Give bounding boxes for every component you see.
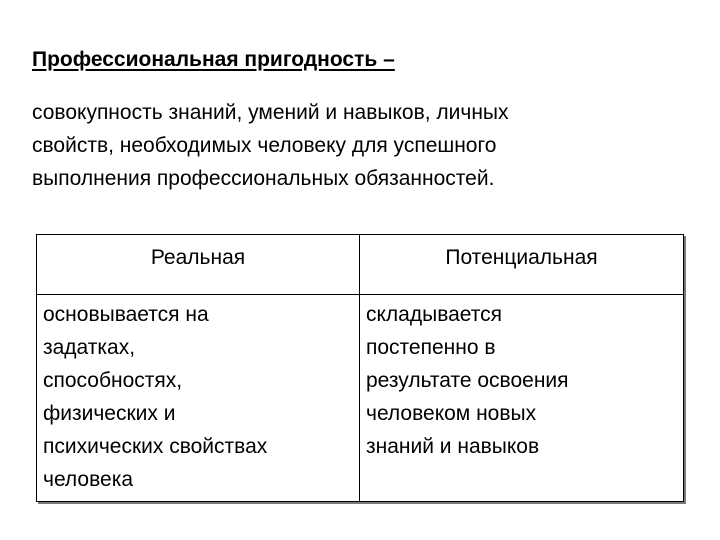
cell-line: основывается на xyxy=(43,303,209,326)
cell-line: способностях, xyxy=(43,369,183,392)
comparison-table xyxy=(36,234,684,502)
definition-line: свойств, необходимых человеку для успешного xyxy=(32,134,497,157)
definition-text xyxy=(32,96,692,195)
definition-line: выполнения профессиональных обязанностей. xyxy=(32,167,495,190)
cell-line: результате освоения xyxy=(366,369,569,392)
cell-line: человеком новых xyxy=(366,402,537,425)
cell-line: задатках, xyxy=(43,336,136,359)
header-real: Реальная xyxy=(37,235,360,295)
cell-real-description xyxy=(37,295,360,501)
cell-line: постепенно в xyxy=(366,336,496,359)
cell-line: человека xyxy=(43,468,134,491)
cell-line: психических свойствах xyxy=(43,435,268,458)
cell-line: физических и xyxy=(43,402,176,425)
definition-line: совокупность знаний, умений и навыков, личных xyxy=(32,101,509,124)
header-potential: Потенциальная xyxy=(360,235,683,295)
cell-potential-description xyxy=(360,295,683,501)
slide-title: Профессиональная пригодность – xyxy=(32,48,395,71)
cell-line: знаний и навыков xyxy=(366,435,540,458)
cell-line: складывается xyxy=(366,303,503,326)
